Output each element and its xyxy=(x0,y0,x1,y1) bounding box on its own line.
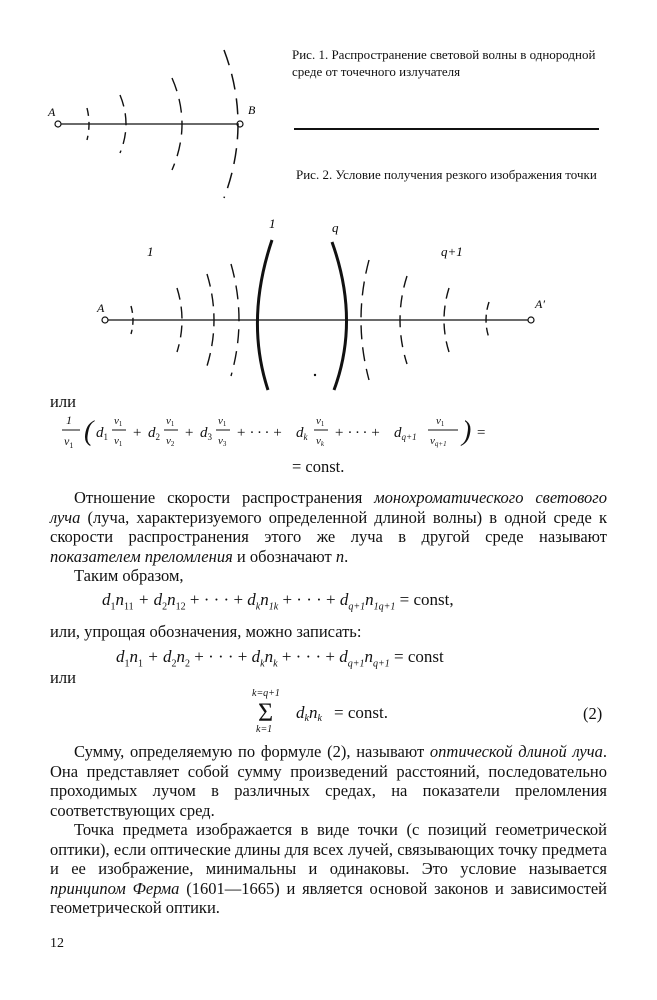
figure-2-caption: Рис. 2. Условие получения резкого изображения точки xyxy=(296,167,597,182)
or-label-3: или xyxy=(50,668,76,687)
fig2-point-a xyxy=(102,317,108,323)
svg-text:dq+1: $d_{q+1}$ xyxy=(394,425,417,442)
fig2-label-1-lens: 1 xyxy=(269,216,276,231)
svg-text:dk: $d_k$ xyxy=(296,425,308,442)
svg-text:+ · · · +: + · · · + xyxy=(236,425,283,441)
fig2-point-a-prime xyxy=(528,317,534,323)
p4-emphasis-fermat: принципом Ферма xyxy=(50,878,180,898)
figure-2-diagram xyxy=(85,212,555,397)
p3-emphasis-optical-length: оптической длиной луча xyxy=(429,742,603,761)
svg-text:v1: $v_1$ xyxy=(64,434,74,450)
paragraph-refractive-index xyxy=(50,488,607,566)
equation-1-svg xyxy=(62,410,602,454)
equation-1-line-1 xyxy=(62,410,602,454)
caption-divider xyxy=(294,128,599,130)
p1-symbol-n: n xyxy=(335,546,345,566)
svg-text:v1: v1 xyxy=(166,415,175,428)
fig2-label-a: A xyxy=(97,301,105,315)
svg-text:vk: vk xyxy=(316,435,324,448)
fig2-label-1-left: 1 xyxy=(147,244,154,259)
p4-text-a: Точка предмета изображается в виде точки (с позиций геометрической оптики), если оптические длины для всех лучей, связывающих точку предмета и ее изображение, минимальны и одинаковы. Это условие называется xyxy=(50,820,607,878)
paragraph-fermat xyxy=(50,820,607,918)
svg-text:= const.: = const. xyxy=(334,703,388,722)
fig2-lens-surface-1 xyxy=(257,240,272,390)
paragraph-optical-length xyxy=(50,742,607,820)
equation-number: (2) xyxy=(583,704,603,723)
p1-text-d: . xyxy=(344,546,349,566)
svg-text:+: + xyxy=(132,425,143,441)
equation-2: $d_1n_{11} + d_2n_{12}$ + · · · + $d_kn_{1k}$ + · · · + $d_{q+1}n_{1q+1}$ = const, xyxy=(102,590,454,613)
svg-text:1: 1 xyxy=(66,413,72,427)
p1-emphasis-refractive-index: показателем преломления xyxy=(50,546,233,566)
fig2-label-a-prime: A′ xyxy=(535,297,545,311)
equation-sum xyxy=(250,686,430,736)
p1-text-b: (луча, характеризуемого определенной длиной волны) в одной среде к скорости распространения этого же луча в другой среде называют xyxy=(50,507,607,546)
p1-text-a: Отношение скорости распространения xyxy=(74,488,375,507)
fig2-label-q: q xyxy=(332,220,339,235)
paragraph-simplified: или, упрощая обозначения, можно записать: xyxy=(50,622,362,641)
svg-text:Σ: Σ xyxy=(258,698,274,727)
p3-text-a: Сумму, определяемую по формуле (2), называют xyxy=(74,742,430,761)
p1-emphasis-monochromatic: монохроматического светового луча xyxy=(50,488,607,527)
svg-text:(: ( xyxy=(84,416,94,447)
fig2-lens-surface-q xyxy=(332,242,347,390)
svg-text:d2: $d_2$ xyxy=(148,425,160,442)
svg-text:+ · · · +: + · · · + xyxy=(334,425,381,441)
svg-text:=: = xyxy=(476,425,487,441)
svg-text:v2: v2 xyxy=(166,435,175,448)
fig2-label-q1: q+1 xyxy=(441,244,463,259)
svg-text:+: + xyxy=(184,425,195,441)
equation-3: $d_1n_1 + d_2n_2$ + · · · + $d_kn_k$ + · · · + $d_{q+1}n_{q+1}$ = const xyxy=(116,647,444,670)
fig2-speck xyxy=(314,374,316,376)
svg-text:v1: v1 xyxy=(218,415,227,428)
svg-text:v1: v1 xyxy=(316,415,325,428)
or-label-1: или xyxy=(50,392,76,411)
svg-text:dknk: dknk xyxy=(296,703,322,724)
svg-text:v1: v1 xyxy=(436,415,445,428)
page-number: 12 xyxy=(50,936,64,951)
svg-text:v1: v1 xyxy=(114,415,123,428)
svg-text:v1: v1 xyxy=(114,435,123,448)
equation-1-line-2: = const. xyxy=(292,457,345,476)
p1-text-c: и обозначают xyxy=(232,546,336,566)
p4-text-b: (1601—1665) и является основой законов и зависимостей геометрической оптики. xyxy=(50,878,608,917)
svg-text:k=1: k=1 xyxy=(256,724,273,735)
svg-text:v3: v3 xyxy=(218,435,227,448)
svg-text:d3: $d_3$ xyxy=(200,425,212,442)
fig1-label-b: B xyxy=(248,103,256,117)
p3-text-b: . Она представляет собой сумму произведений расстояний, последовательно проходимых лучом в различных средах, на показатели преломления соответствующих сред. xyxy=(50,742,607,820)
svg-text:d1: $d_1$ xyxy=(96,425,108,442)
fig1-label-a: A xyxy=(48,105,56,119)
svg-text:vq+1: vq+1 xyxy=(430,435,447,448)
svg-text:): ) xyxy=(462,416,472,447)
fig1-point-a xyxy=(55,121,61,127)
figure-1-diagram xyxy=(40,40,270,210)
figure-1-caption: Рис. 1. Распространение световой волны в однородной среде от точечного излучателя xyxy=(292,47,596,79)
svg-text:k=q+1: k=q+1 xyxy=(252,688,280,699)
paragraph-thus: Таким образом, xyxy=(74,566,184,585)
